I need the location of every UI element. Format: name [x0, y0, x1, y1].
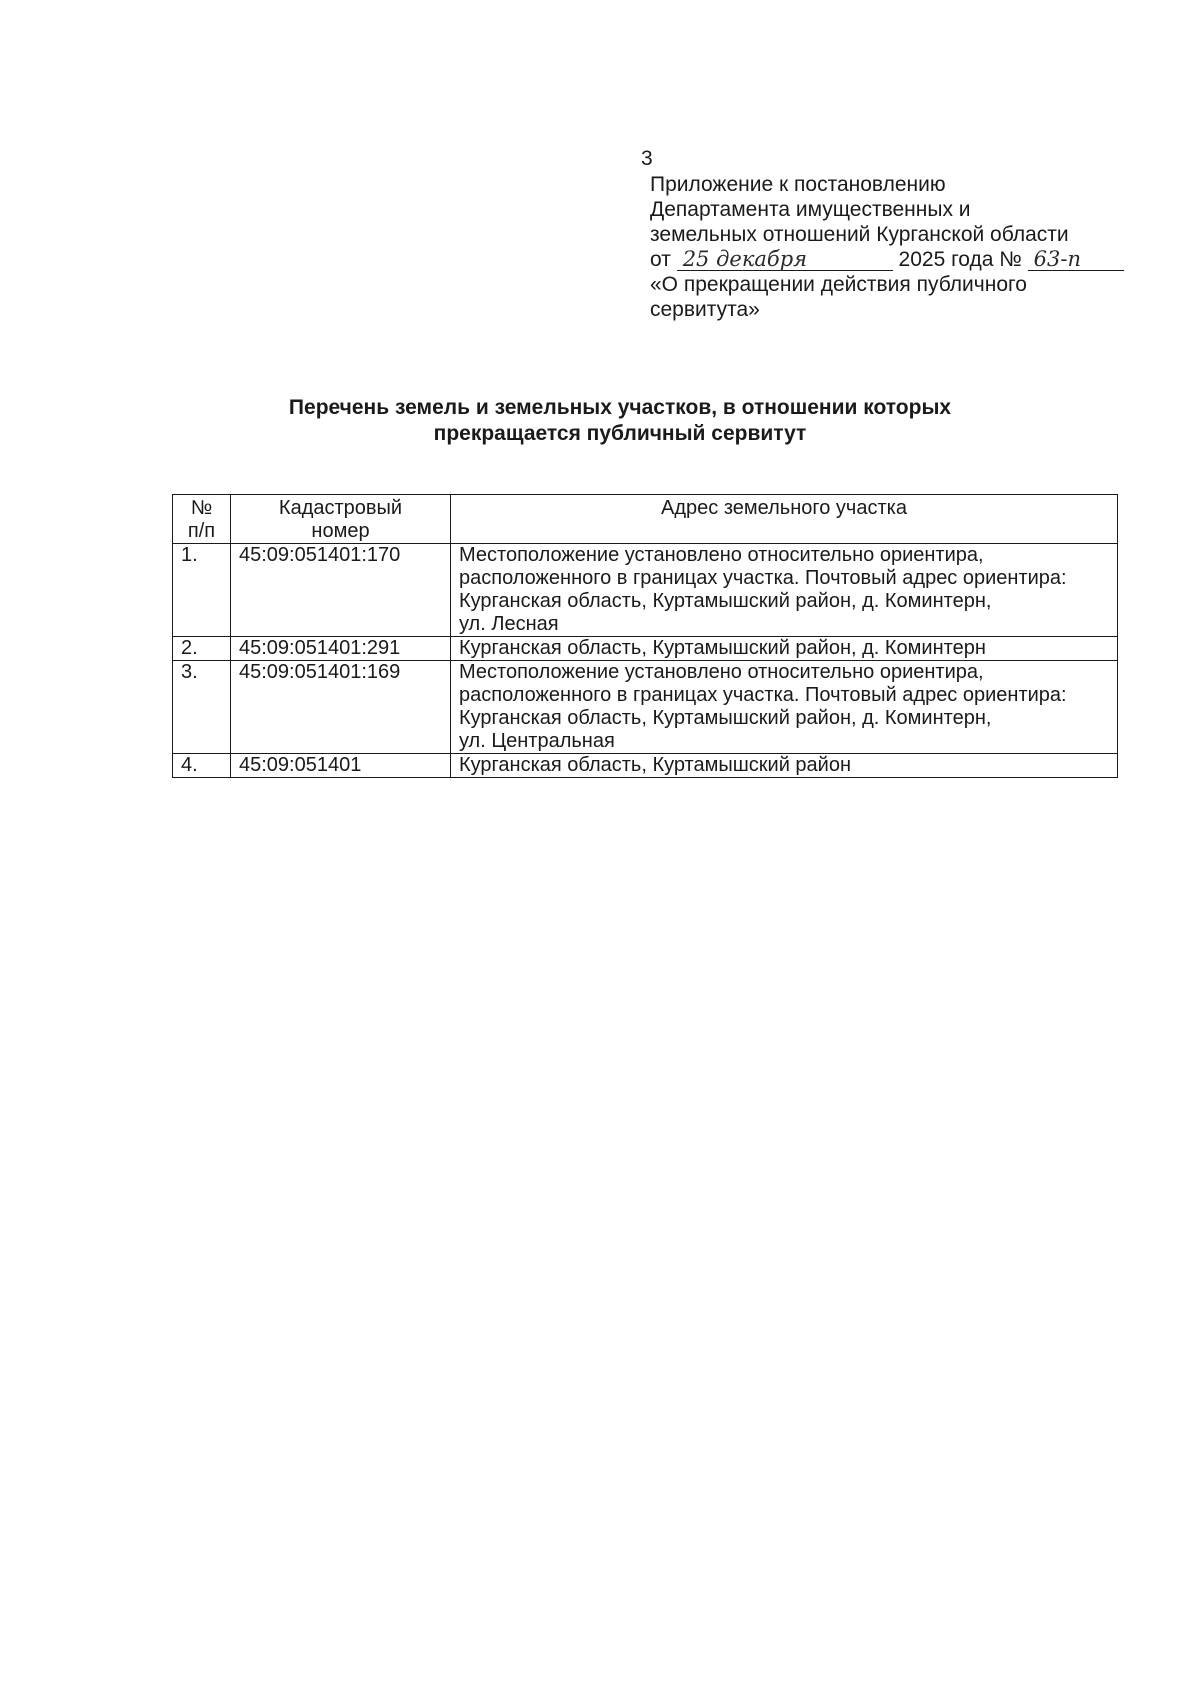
title-line: прекращается публичный сервитут: [433, 422, 807, 445]
row-cadastral: 45:09:051401:169: [231, 661, 451, 754]
handwritten-number: 63-п: [1028, 248, 1124, 271]
parcels-table: [172, 494, 1118, 778]
header-address-text: Адрес земельного участка: [661, 497, 907, 519]
row-cadastral: 45:09:051401:170: [231, 544, 451, 637]
row-cadastral: 45:09:051401: [231, 754, 451, 778]
table-row: [173, 754, 1118, 778]
row-address: [451, 637, 1118, 661]
appendix-line: Департамента имущественных и: [650, 198, 971, 221]
table-row: [173, 637, 1118, 661]
row-num: 4.: [173, 754, 231, 778]
row-num: 1.: [173, 544, 231, 637]
address-line: Курганская область, Куртамышский район, д. Коминтерн,: [459, 707, 992, 729]
appendix-date-line: [650, 247, 1170, 272]
header-num-line: п/п: [187, 520, 216, 542]
row-address: [451, 754, 1118, 778]
appendix-line: Приложение к постановлению: [650, 173, 946, 196]
address-line: Курганская область, Куртамышский район, д. Коминтерн: [459, 637, 986, 659]
address-line: ул. Центральная: [459, 730, 615, 752]
row-address: [451, 661, 1118, 754]
table-row: [173, 661, 1118, 754]
handwritten-date: 25 декабря: [677, 248, 893, 271]
header-cadastral-line: Кадастровый: [278, 497, 403, 519]
title-line: Перечень земель и земельных участков, в отношении которых: [288, 396, 952, 419]
appendix-block: [650, 172, 1170, 322]
address-line: Местоположение установлено относительно ориентира,: [459, 661, 984, 683]
row-num: 3.: [173, 661, 231, 754]
header-num-line: №: [190, 497, 213, 519]
address-line: расположенного в границах участка. Почтовый адрес ориентира:: [459, 567, 1067, 589]
table-header-row: [173, 495, 1118, 544]
header-cadastral: [231, 495, 451, 544]
row-address: [451, 544, 1118, 637]
page-number: 3: [641, 147, 653, 170]
address-line: Курганская область, Куртамышский район, д. Коминтерн,: [459, 590, 992, 612]
appendix-subject-line: сервитута»: [650, 298, 760, 321]
header-address: [451, 495, 1118, 544]
row-cadastral: 45:09:051401:291: [231, 637, 451, 661]
row-num: 2.: [173, 637, 231, 661]
header-num: [173, 495, 231, 544]
appendix-subject-line: «О прекращении действия публичного: [650, 273, 1027, 296]
address-line: Курганская область, Куртамышский район: [459, 754, 852, 776]
appendix-line: земельных отношений Курганской области: [650, 223, 1069, 246]
header-cadastral-line: номер: [311, 520, 370, 542]
address-line: расположенного в границах участка. Почтовый адрес ориентира:: [459, 684, 1067, 706]
from-prefix: от: [650, 248, 671, 271]
address-line: Местоположение установлено относительно ориентира,: [459, 544, 984, 566]
address-line: ул. Лесная: [459, 613, 559, 635]
table-row: [173, 544, 1118, 637]
document-title: [160, 395, 1080, 447]
year-text: 2025 года №: [898, 248, 1022, 271]
